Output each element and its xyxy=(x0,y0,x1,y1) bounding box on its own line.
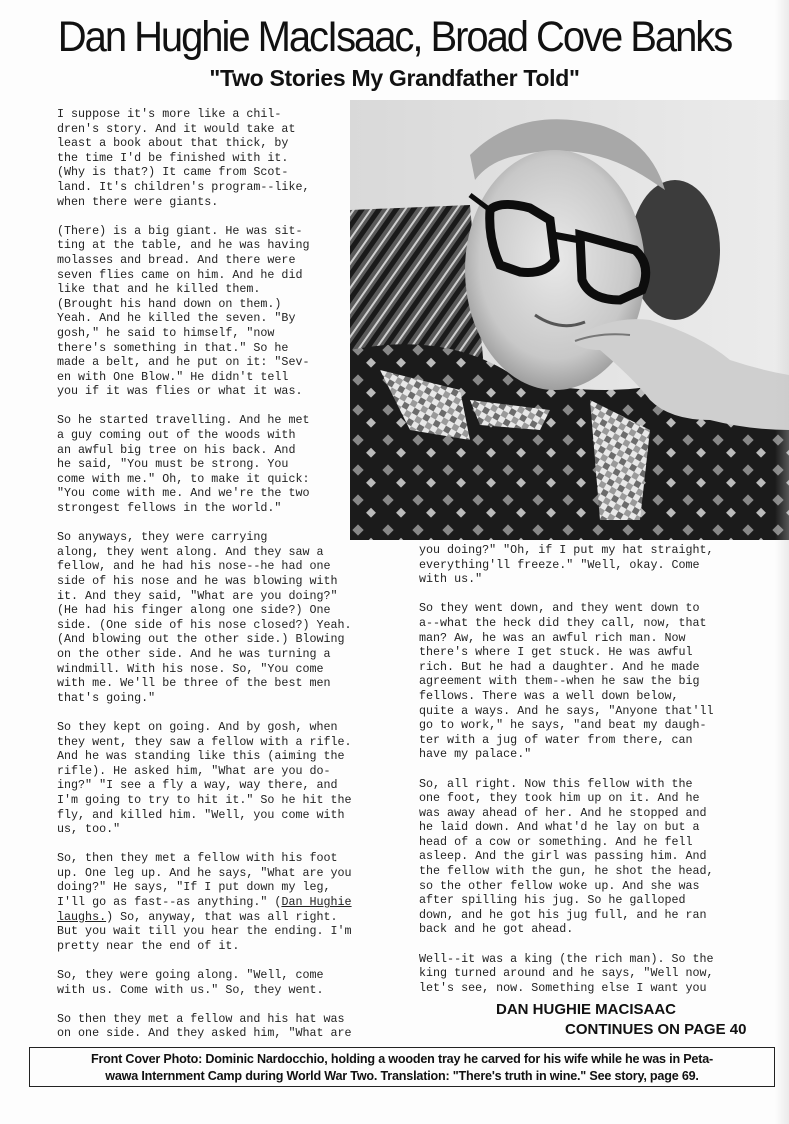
paragraph xyxy=(57,968,352,997)
caption-line: Front Cover Photo: Dominic Nardocchio, holding a wooden tray he carved for his wife while he was in Peta- xyxy=(90,1052,714,1066)
text-line: with us." xyxy=(419,572,483,587)
text-line: was away ahead of her. And he stopped and xyxy=(419,805,707,820)
text-line: dren's story. And it would take at xyxy=(57,121,296,136)
text-line: he said, "You must be strong. You xyxy=(57,457,289,472)
article-title: Dan Hughie MacIsaac, Broad Cove Banks xyxy=(57,13,732,61)
text-line: up. One leg up. And he says, "What are you xyxy=(57,865,352,880)
text-line: So he started travelling. And he met xyxy=(57,413,310,428)
text-line: come with me." Oh, to make it quick: xyxy=(57,471,310,486)
text-line xyxy=(57,910,352,925)
text-line: the time I'd be finished with it. xyxy=(57,150,289,165)
text-line: made a belt, and he put on it: "Sev- xyxy=(57,355,310,370)
paragraph xyxy=(419,952,714,996)
text-line: fellow, and he had his nose--he had one xyxy=(57,559,331,574)
text-line: So, they were going along. "Well, come xyxy=(57,968,324,983)
text-line: fellows. There was a well down below, xyxy=(419,688,679,703)
text-line: it. And they said, "What are you doing?" xyxy=(57,588,338,603)
text-line: least a book about that thick, by xyxy=(57,136,289,151)
continuation-name: DAN HUGHIE MACISAAC xyxy=(496,1001,676,1018)
paragraph xyxy=(57,720,352,837)
paragraph xyxy=(57,224,352,399)
paragraph xyxy=(57,1012,352,1041)
text-line: land. It's children's program--like, xyxy=(57,179,310,194)
text-line: gosh," he said to himself, "now xyxy=(57,325,275,340)
text-line: So they went down, and they went down to xyxy=(419,601,700,616)
text-line: But you wait till you hear the ending. I'm xyxy=(57,924,352,939)
text-line: doing?" He says, "If I put down my leg, xyxy=(57,880,331,895)
text-line: let's see, now. Something else I want you xyxy=(419,980,707,995)
text-line: "You come with me. And we're the two xyxy=(57,486,310,501)
text-line: pretty near the end of it. xyxy=(57,938,240,953)
text-line: asleep. And the girl was passing him. And xyxy=(419,849,707,864)
text-line: (And blowing out the other side.) Blowing xyxy=(57,632,345,647)
stage-direction: Dan Hughie xyxy=(281,895,352,910)
left-column xyxy=(57,107,352,1056)
text-line: ter with a jug of water from there, can xyxy=(419,732,693,747)
text-line: an awful big tree on his back. And xyxy=(57,442,296,457)
text-line: rifle). He asked him, "What are you do- xyxy=(57,763,331,778)
text-line: I suppose it's more like a chil- xyxy=(57,107,282,121)
text-line: agreement with them--when he saw the big xyxy=(419,674,700,689)
stage-direction: laughs. xyxy=(57,909,107,924)
text-line: quite a ways. And he says, "Anyone that'll xyxy=(419,703,714,718)
portrait-photo-icon xyxy=(350,100,789,540)
text-line: So anyways, they were carrying xyxy=(57,530,268,545)
paragraph xyxy=(57,851,352,953)
text-line: so the other fellow woke up. And she was xyxy=(419,878,700,893)
text-line: a--what the heck did they call, now, that xyxy=(419,615,707,630)
text-line: one foot, they took him up on it. And he xyxy=(419,791,700,806)
text-line: side. (One side of his nose closed?) Yeah. xyxy=(57,617,352,632)
cover-photo-caption xyxy=(29,1047,775,1087)
continuation-page-link[interactable]: CONTINUES ON PAGE 40 xyxy=(565,1021,747,1038)
text-line: So then they met a fellow and his hat was xyxy=(57,1011,345,1026)
text-segment: I'll go as fast--as anything." ( xyxy=(57,895,282,910)
text-line: (Brought his hand down on them.) xyxy=(57,296,282,311)
article-subtitle: "Two Stories My Grandfather Told" xyxy=(209,65,580,91)
text-line: man? Aw, he was an awful rich man. Now xyxy=(419,630,686,645)
text-line: like that and he killed them. xyxy=(57,282,261,297)
page-edge-shadow xyxy=(775,0,789,1124)
text-line: I'm going to try to hit it." So he hit the xyxy=(57,792,352,807)
text-line: Well--it was a king (the rich man). So the xyxy=(419,951,714,966)
text-line: when there were giants. xyxy=(57,194,219,209)
paragraph xyxy=(419,543,714,587)
text-segment: ) So, anyway, that was all right. xyxy=(106,909,338,924)
text-line: everything'll freeze." "Well, okay. Come xyxy=(419,557,700,572)
text-line: the fellow with the gun, he shot the head, xyxy=(419,864,714,879)
paragraph xyxy=(57,107,352,209)
caption-line: wawa Internment Camp during World War Two. Translation: "There's truth in wine." See story, page 69. xyxy=(105,1068,699,1083)
text-line: ing?" "I see a fly a way, way there, and xyxy=(57,778,338,793)
text-line: he laid down. And what'd he lay on but a xyxy=(419,820,700,835)
text-line: us, too." xyxy=(57,822,121,837)
text-line: (Why is that?) It came from Scot- xyxy=(57,165,289,180)
paragraph xyxy=(57,530,352,705)
text-line: molasses and bread. And there were xyxy=(57,252,296,267)
text-line: have my palace." xyxy=(419,747,532,762)
text-line: on the other side. And he was turning a xyxy=(57,646,331,661)
paragraph xyxy=(419,777,714,938)
text-line: side of his nose and he was blowing with xyxy=(57,574,338,588)
text-line: ting at the table, and he was having xyxy=(57,238,310,253)
text-line: windmill. With his nose. So, "You come xyxy=(57,661,324,676)
right-column xyxy=(419,543,714,1010)
text-line: seven flies came on him. And he did xyxy=(57,267,303,282)
paragraph xyxy=(419,601,714,762)
text-line: with me. We'll be three of the best men xyxy=(57,676,331,691)
text-line: So, then they met a fellow with his foot xyxy=(57,851,338,866)
text-line: there's where I get stuck. He was awful xyxy=(419,645,693,660)
text-line: So, all right. Now this fellow with the xyxy=(419,776,693,791)
text-line: after spilling his jug. So he galloped xyxy=(419,893,686,908)
text-line: you if it was flies or what it was. xyxy=(57,384,303,399)
text-line xyxy=(57,895,352,910)
text-line: they went, they saw a fellow with a rifle. xyxy=(57,734,352,749)
text-line: head of a cow or something. And he fell xyxy=(419,834,693,849)
text-line: rich. But he had a daughter. And he made xyxy=(419,659,700,674)
text-line: along, they went along. And they saw a xyxy=(57,544,324,559)
text-line: king turned around and he says, "Well now, xyxy=(419,966,714,981)
text-line: go to work," he says, "and beat my daugh- xyxy=(419,718,707,733)
text-line: with us. Come with us." So, they went. xyxy=(57,982,324,997)
text-line: back and he got ahead. xyxy=(419,922,574,937)
paragraph xyxy=(57,413,352,515)
text-line: down, and he got his jug full, and he ran xyxy=(419,907,707,922)
text-line: (There) is a big giant. He was sit- xyxy=(57,223,303,238)
text-line: So they kept on going. And by gosh, when xyxy=(57,719,338,734)
portrait-photo xyxy=(350,100,789,540)
text-line: you doing?" "Oh, if I put my hat straight, xyxy=(419,543,714,557)
text-line: there's something in that." So he xyxy=(57,340,289,355)
text-line: (He had his finger along one side?) One xyxy=(57,603,331,618)
text-line: And he was standing like this (aiming the xyxy=(57,749,345,764)
text-line: strongest fellows in the world." xyxy=(57,501,282,516)
text-line: a guy coming out of the woods with xyxy=(57,428,296,443)
text-line: that's going." xyxy=(57,690,156,705)
text-line: en with One Blow." He didn't tell xyxy=(57,369,289,384)
text-line: fly, and killed him. "Well, you come with xyxy=(57,807,345,822)
text-line: on one side. And they asked him, "What are xyxy=(57,1026,352,1041)
text-line: Yeah. And he killed the seven. "By xyxy=(57,311,296,326)
